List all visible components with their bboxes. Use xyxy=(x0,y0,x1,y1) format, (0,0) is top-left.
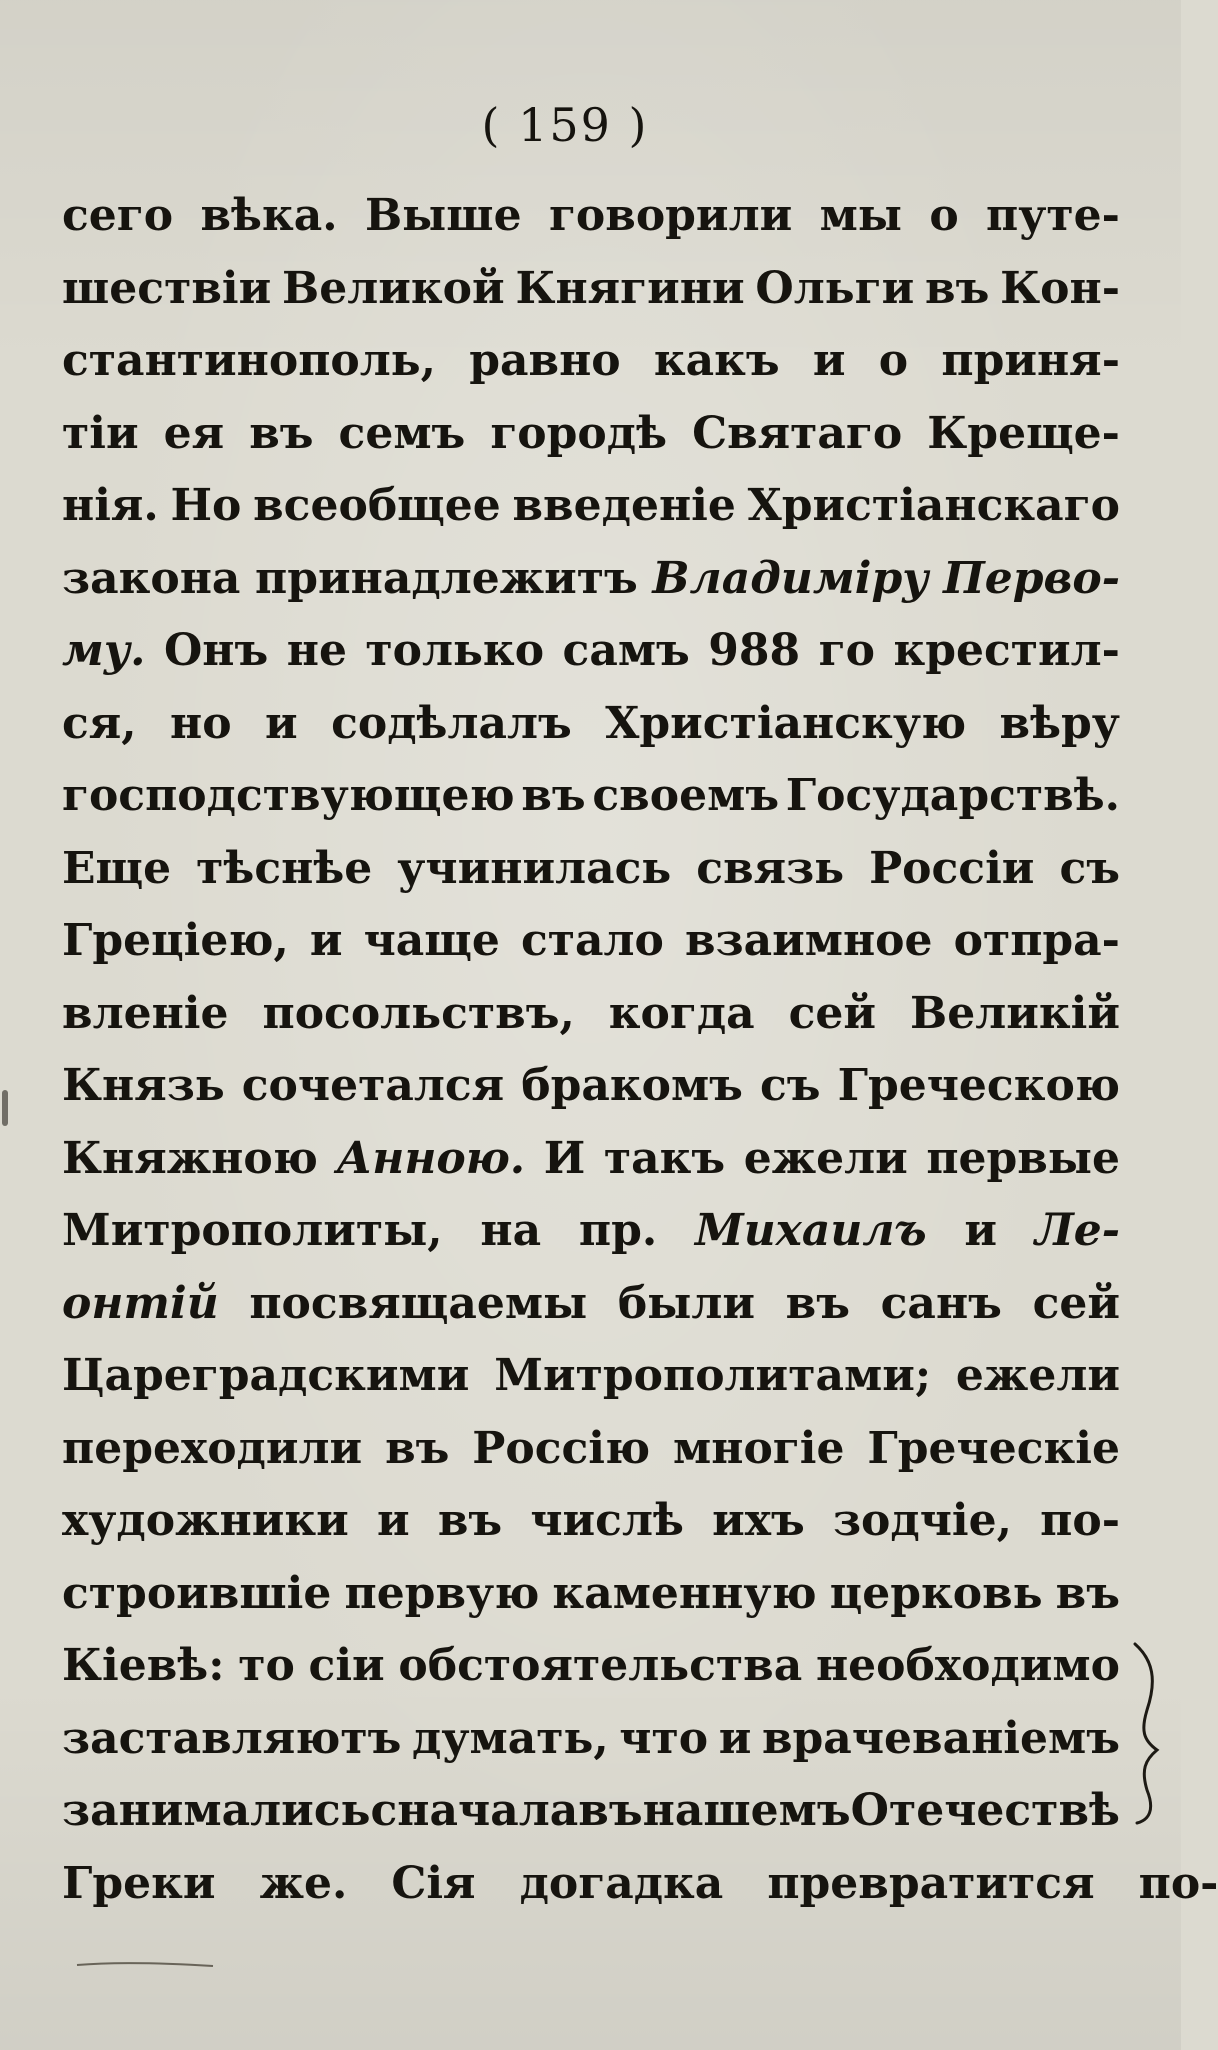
text-line xyxy=(62,1205,1120,1278)
word: Россію xyxy=(472,1422,651,1474)
word: въ xyxy=(385,1422,450,1474)
word: вленіе xyxy=(62,987,229,1039)
word: нія. xyxy=(62,480,159,531)
word: но xyxy=(170,697,232,749)
word: обстоятельства xyxy=(398,1640,803,1691)
word: онтій xyxy=(62,1277,219,1329)
word: же. xyxy=(259,1857,348,1909)
margin-bracket-mark xyxy=(1127,1640,1167,1825)
body-text xyxy=(62,190,1218,1930)
word: съ xyxy=(1059,842,1120,894)
word: думать, xyxy=(412,1712,609,1764)
word: Греческіе xyxy=(867,1422,1120,1474)
text-line xyxy=(62,1495,1120,1568)
word: сначала xyxy=(370,1785,579,1836)
word: догадка xyxy=(519,1857,724,1909)
word: сіи xyxy=(308,1640,385,1691)
word: бракомъ xyxy=(521,1060,743,1111)
word: Анною. xyxy=(336,1132,526,1184)
word: сей xyxy=(788,987,877,1039)
word: какъ xyxy=(653,335,780,386)
word: и xyxy=(265,697,298,749)
word: о xyxy=(878,335,909,386)
text-line xyxy=(62,1568,1120,1641)
word: сей xyxy=(1032,1277,1120,1329)
word: санъ xyxy=(880,1277,1002,1329)
word: превратится xyxy=(767,1857,1095,1909)
word: ихъ xyxy=(712,1495,805,1546)
word: Владиміру xyxy=(652,552,929,604)
word: тѣснѣе xyxy=(196,842,373,894)
word: посвящаемы xyxy=(249,1277,588,1329)
word: Выше xyxy=(364,190,522,241)
word: Ольги xyxy=(755,262,915,314)
word: ея xyxy=(163,407,225,459)
word: учинилась xyxy=(397,842,672,894)
page-number: ( 159 ) xyxy=(481,98,649,152)
word: своемъ xyxy=(592,770,780,821)
word: въ xyxy=(785,1277,850,1329)
word: многіе xyxy=(673,1422,845,1474)
word: Перво- xyxy=(943,552,1120,604)
text-line xyxy=(62,1133,1120,1206)
text-line xyxy=(62,1857,1218,1931)
word: только xyxy=(365,625,545,676)
text-line xyxy=(62,1785,1120,1858)
margin-ink-mark xyxy=(2,1090,8,1126)
word: приня- xyxy=(941,335,1120,386)
word: стантинополь, xyxy=(62,335,436,386)
word: Греки xyxy=(62,1857,216,1909)
word: въ xyxy=(437,1495,503,1546)
word: въ xyxy=(521,770,586,821)
word: Отечествѣ xyxy=(850,1785,1120,1836)
word: содѣлалъ xyxy=(331,697,572,749)
word: въ xyxy=(925,262,990,314)
text-line xyxy=(62,1640,1120,1713)
pencil-underline-mark xyxy=(75,1960,215,1968)
word: Россіи xyxy=(869,842,1035,894)
word: тіи xyxy=(62,407,139,459)
text-line xyxy=(62,1713,1120,1786)
word: Еще xyxy=(62,842,172,894)
word: Митрополитами; xyxy=(494,1350,932,1401)
word: когда xyxy=(608,987,755,1039)
word: пр. xyxy=(578,1205,658,1256)
word: ежели xyxy=(955,1350,1120,1401)
word: стало xyxy=(520,915,664,966)
word: посольствъ, xyxy=(262,987,575,1039)
word: Христіанскую xyxy=(605,697,967,749)
word: по- xyxy=(1040,1495,1120,1546)
word: Михаилъ xyxy=(694,1205,927,1256)
text-line xyxy=(62,698,1120,771)
word: чаще xyxy=(363,915,500,966)
word: Греціею, xyxy=(62,915,289,966)
text-line xyxy=(62,480,1120,553)
word: крестил- xyxy=(893,625,1120,676)
text-line xyxy=(62,335,1120,408)
word: принадлежитъ xyxy=(255,552,638,604)
word: необходимо xyxy=(815,1640,1120,1691)
word: 988 xyxy=(708,625,801,676)
text-line xyxy=(62,1278,1120,1351)
word: врачеваніемъ xyxy=(761,1712,1120,1764)
word: связь xyxy=(696,842,845,894)
word: занимались xyxy=(62,1785,371,1836)
text-line xyxy=(62,1350,1120,1423)
word: Ле- xyxy=(1034,1205,1120,1256)
text-line xyxy=(62,988,1120,1061)
word: Греческою xyxy=(837,1060,1120,1111)
word: Креще- xyxy=(927,407,1120,459)
word: Великій xyxy=(910,987,1120,1039)
word: закона xyxy=(62,552,241,604)
word: заставляютъ xyxy=(62,1712,402,1764)
word: сего xyxy=(62,190,174,241)
word: всеобщее xyxy=(253,480,501,531)
text-line xyxy=(62,770,1120,843)
word: Кон- xyxy=(1000,262,1120,314)
word: нашемъ xyxy=(642,1785,851,1836)
word: по- xyxy=(1138,1857,1218,1909)
word: Но xyxy=(170,480,242,531)
word: первые xyxy=(926,1132,1120,1184)
word: Святаго xyxy=(692,407,903,459)
word: и xyxy=(309,915,343,966)
word: Цареградскими xyxy=(62,1350,470,1401)
word: господствующею xyxy=(62,770,515,821)
word: путе- xyxy=(986,190,1120,241)
word: Княгини xyxy=(515,262,745,314)
word: мы xyxy=(819,190,902,241)
word: и xyxy=(964,1205,998,1256)
word: самъ xyxy=(562,625,690,676)
word: и xyxy=(376,1495,410,1546)
word: и xyxy=(812,335,846,386)
word: Онъ xyxy=(163,625,269,676)
word: взаимное xyxy=(684,915,933,966)
word: зодчіе, xyxy=(832,1495,1012,1546)
word: говорили xyxy=(548,190,793,241)
word: городѣ xyxy=(490,407,668,459)
word: сочетался xyxy=(241,1060,505,1111)
word: Государствѣ. xyxy=(785,770,1120,821)
text-line xyxy=(62,915,1120,988)
text-line xyxy=(62,263,1120,336)
word: вѣка. xyxy=(200,190,338,241)
text-line xyxy=(62,408,1120,481)
word: съ xyxy=(759,1060,821,1111)
word: го xyxy=(818,625,875,676)
word: каменную xyxy=(552,1567,817,1619)
word: не xyxy=(286,625,347,676)
text-line xyxy=(62,553,1120,626)
text-line xyxy=(62,1060,1120,1133)
text-line xyxy=(62,1423,1120,1496)
word: на xyxy=(480,1205,542,1256)
word: Великой xyxy=(282,262,505,314)
word: Князь xyxy=(62,1060,225,1111)
word: ежели xyxy=(743,1132,908,1184)
word: о xyxy=(929,190,959,241)
word: были xyxy=(617,1277,755,1329)
word: му. xyxy=(62,625,146,676)
word: И xyxy=(543,1132,586,1184)
word: Княжною xyxy=(62,1132,318,1184)
word: шествіи xyxy=(62,262,272,314)
word: въ xyxy=(578,1785,643,1836)
word: ся, xyxy=(62,697,137,749)
word: семъ xyxy=(338,407,466,459)
word: отпра- xyxy=(953,915,1120,966)
word: и xyxy=(718,1712,752,1764)
text-line xyxy=(62,625,1120,698)
word: Сія xyxy=(391,1857,476,1909)
word: переходили xyxy=(62,1422,363,1474)
text-line xyxy=(62,843,1120,916)
word: церковь xyxy=(829,1567,1043,1619)
word: то xyxy=(238,1640,295,1691)
word: художники xyxy=(62,1495,349,1546)
word: числѣ xyxy=(530,1495,684,1546)
word: въ xyxy=(249,407,314,459)
word: введеніе xyxy=(512,480,736,531)
word: первую xyxy=(344,1567,540,1619)
word: что xyxy=(619,1712,709,1764)
word: вѣру xyxy=(999,697,1120,749)
word: Митрополиты, xyxy=(62,1205,443,1256)
text-line xyxy=(62,190,1120,263)
word: строившіе xyxy=(62,1567,332,1619)
word: Кіевѣ: xyxy=(62,1640,225,1691)
word: Христіанскаго xyxy=(747,480,1120,531)
word: въ xyxy=(1055,1567,1120,1619)
word: равно xyxy=(469,335,621,386)
word: такъ xyxy=(603,1132,726,1184)
